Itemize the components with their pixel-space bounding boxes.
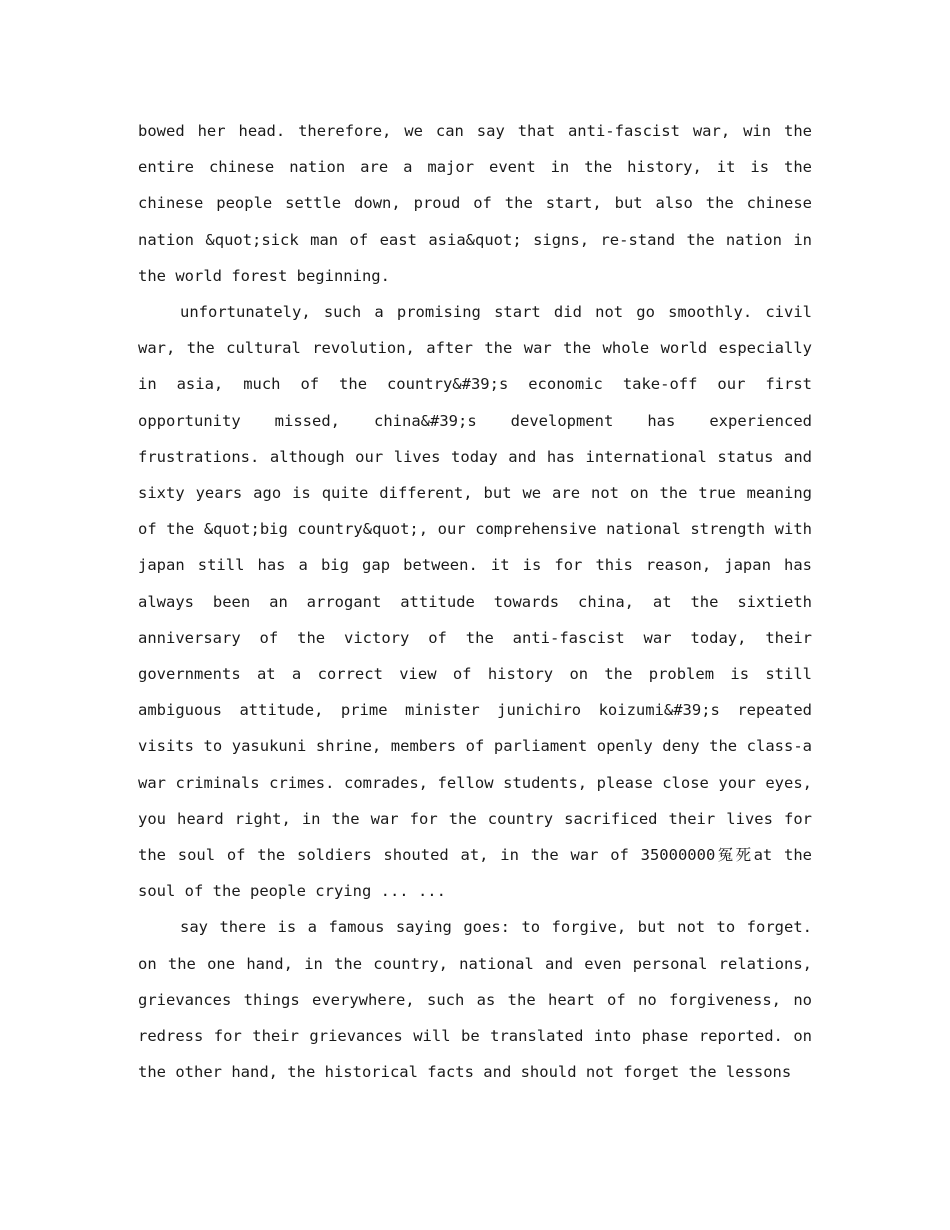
paragraph: bowed her head. therefore, we can say that anti-fascist war, win the entire chinese nation are a major event in the history, it is the chinese people settle down, proud of the start, but also the chinese nation &quot;sick man of east asia&quot; signs, re-stand the nation in the world forest beginning. (138, 122, 812, 285)
document-body (138, 113, 812, 1090)
paragraph: say there is a famous saying goes: to forgive, but not to forget. on the one hand, in the country, national and even personal relations, grievances things everywhere, such as the heart of no forgiveness, no redress for their grievances will be translated into phase reported. on the other hand, the historical facts and should not forget the lessons (138, 918, 812, 1082)
paragraph: unfortunately, such a promising start did not go smoothly. civil war, the cultural revolution, after the war the whole world especially in asia, much of the country&#39;s economic take-off our first opportunity missed, china&#39;s development has experienced frustrations. although our lives today and has international status and sixty years ago is quite different, but we are not on the true meaning of the &quot;big country&quot;, our comprehensive national strength with japan still has a big gap between. it is for this reason, japan has always been an arrogant attitude towards china, at the sixtieth anniversary of the victory of the anti-fascist war today, their governments at a correct view of history on the problem is still ambiguous attitude, prime minister junichiro koizumi&#39;s repeated visits to yasukuni shrine, members of parliament openly deny the class-a war criminals crimes. comrades, fellow students, please close your eyes, you heard right, in the war for the country sacrificed their lives for the soul of the soldiers shouted at, in the war of 35000000冤死at the soul of the people crying ... ... (138, 303, 812, 901)
